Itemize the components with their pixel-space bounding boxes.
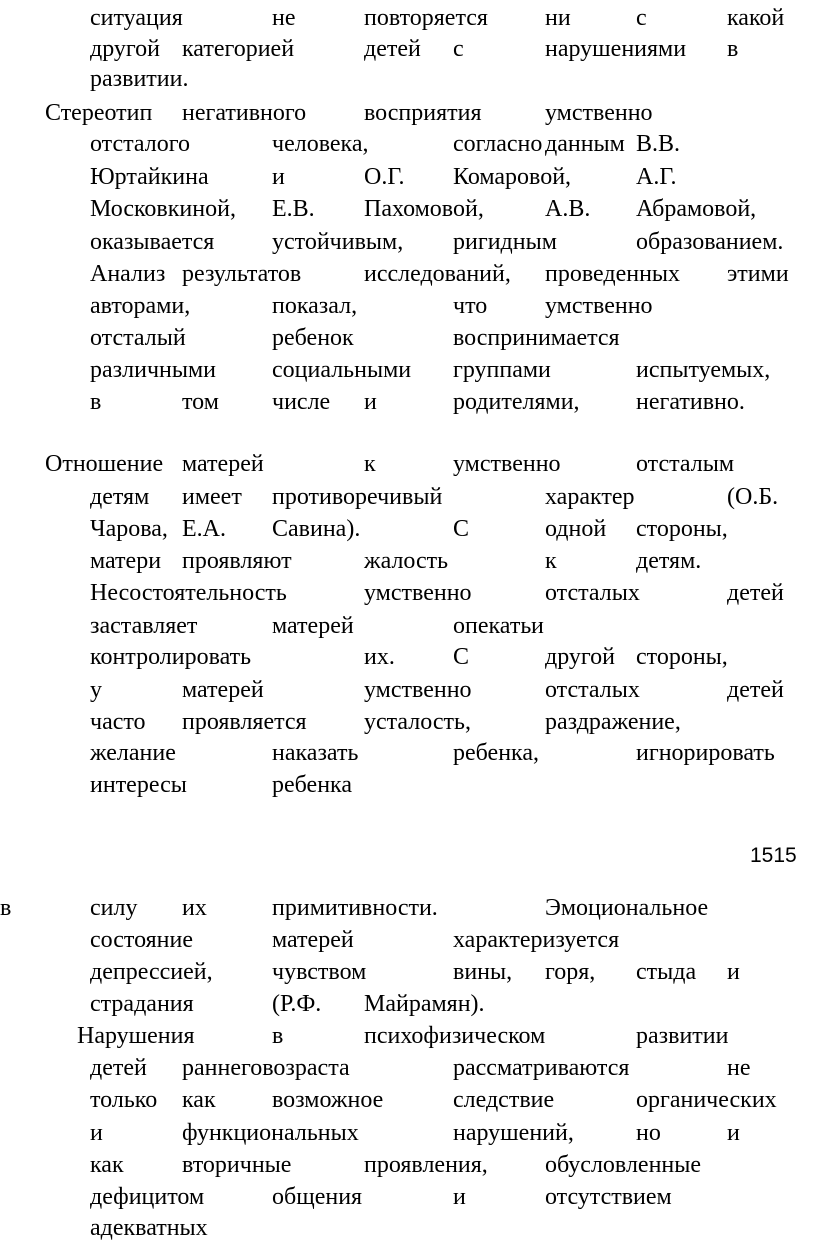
word: интересы <box>90 772 187 798</box>
word: показал, <box>272 293 358 319</box>
word: Савина). <box>272 516 361 542</box>
word: и <box>453 1184 466 1210</box>
word: следствие <box>453 1087 555 1113</box>
word: дефицитом <box>90 1184 205 1210</box>
word: умственно <box>545 293 653 319</box>
word: функциональных <box>182 1120 359 1146</box>
word: матерей <box>182 451 264 477</box>
word: отсталых <box>545 580 640 606</box>
word: С <box>453 644 470 670</box>
word: отсутствием <box>545 1184 672 1210</box>
word: одной <box>545 516 607 542</box>
word: что <box>453 293 488 319</box>
word: ситуация <box>90 5 183 31</box>
word: только <box>90 1087 158 1113</box>
word: вины, <box>453 959 513 985</box>
word: (Р.Ф. <box>272 991 322 1017</box>
word: ни <box>545 5 571 31</box>
word: человека, <box>272 131 369 157</box>
word: матерей <box>272 927 354 953</box>
word: Отношение <box>45 451 164 477</box>
word: Стереотип <box>45 100 153 126</box>
word: возможное <box>272 1087 384 1113</box>
word: стороны, <box>636 644 728 670</box>
word: как <box>90 1152 124 1178</box>
word: характер <box>545 484 635 510</box>
word: матерей <box>272 613 354 639</box>
word: жалость <box>364 548 449 574</box>
word: (О.Б. <box>727 484 779 510</box>
word: усталость, <box>364 709 471 735</box>
word: оказывается <box>90 229 215 255</box>
word: авторами, <box>90 293 191 319</box>
word: матерей <box>182 677 264 703</box>
word: Юртайкина <box>90 164 209 190</box>
word: А.Г. <box>636 164 677 190</box>
word: рассматриваются <box>453 1055 630 1081</box>
word: результатов <box>182 261 302 287</box>
word: не <box>272 5 296 31</box>
word: обусловленные <box>545 1152 702 1178</box>
word: раздражение, <box>545 709 681 735</box>
word: в <box>90 389 102 415</box>
word: том <box>182 389 219 415</box>
word: с <box>636 5 647 31</box>
word: согласно <box>453 131 543 157</box>
word: Е.А. <box>182 516 226 542</box>
word: Эмоциональное <box>545 895 709 921</box>
word: умственно <box>364 580 472 606</box>
word: общения <box>272 1184 363 1210</box>
word: нарушениями <box>545 36 687 62</box>
word: числе <box>272 389 331 415</box>
page-number: 1515 <box>750 844 797 867</box>
word: отсталого <box>90 131 190 157</box>
word: с <box>453 36 464 62</box>
word: Майрамян). <box>364 991 485 1017</box>
word: развитии. <box>90 66 189 92</box>
word: ребенка <box>272 772 352 798</box>
word: и <box>727 959 740 985</box>
word: умственно <box>364 677 472 703</box>
word: заставляет <box>90 613 198 639</box>
word: какой <box>727 5 785 31</box>
word: другой <box>545 644 615 670</box>
word: часто <box>90 709 146 735</box>
word: детей <box>727 677 784 703</box>
word: ребенка, <box>453 740 539 766</box>
word: вторичные <box>182 1152 292 1178</box>
word: С <box>453 516 470 542</box>
word: Несостоятельность <box>90 580 287 606</box>
word: примитивности. <box>272 895 438 921</box>
word: и <box>272 164 285 190</box>
word: контролировать <box>90 644 252 670</box>
word: но <box>636 1120 661 1146</box>
word: этими <box>727 261 789 287</box>
word: отсталый <box>90 325 186 351</box>
word: матери <box>90 548 162 574</box>
word: ригидным <box>453 229 557 255</box>
word: их <box>182 895 207 921</box>
word: социальными <box>272 357 412 383</box>
word: Московкиной, <box>90 196 236 222</box>
word: негативного <box>182 100 307 126</box>
word: детей <box>727 580 784 606</box>
word: силу <box>90 895 138 921</box>
word: к <box>364 451 376 477</box>
word: Комаровой, <box>453 164 572 190</box>
word: детям. <box>636 548 702 574</box>
word: Е.В. <box>272 196 315 222</box>
word: страдания <box>90 991 194 1017</box>
word: состояние <box>90 927 193 953</box>
word: противоречивый <box>272 484 443 510</box>
word: негативно. <box>636 389 745 415</box>
word: опекать <box>453 613 532 639</box>
word: детей <box>90 1055 147 1081</box>
word: категорией <box>182 36 295 62</box>
word: в <box>0 895 12 921</box>
word: умственно <box>545 100 653 126</box>
word: чувством <box>272 959 367 985</box>
word: стороны, <box>636 516 728 542</box>
word: имеет <box>182 484 242 510</box>
word: Чарова, <box>90 516 168 542</box>
word: адекватных <box>90 1215 208 1241</box>
word: данным <box>545 131 625 157</box>
word: родителями, <box>453 389 580 415</box>
word: детям <box>90 484 150 510</box>
word: группами <box>453 357 551 383</box>
word: различными <box>90 357 217 383</box>
word: О.Г. <box>364 164 405 190</box>
word: А.В. <box>545 196 591 222</box>
word: детей <box>364 36 421 62</box>
word: исследований, <box>364 261 511 287</box>
word: проявления, <box>364 1152 488 1178</box>
word: проявляется <box>182 709 307 735</box>
word: у <box>90 677 102 703</box>
word: психофизическом <box>364 1023 546 1049</box>
word: характеризуется <box>453 927 620 953</box>
word: В.В. <box>636 131 681 157</box>
word: умственно <box>453 451 561 477</box>
word: другой <box>90 36 160 62</box>
word: их. <box>364 644 395 670</box>
word: Абрамовой, <box>636 196 757 222</box>
word: повторяется <box>364 5 488 31</box>
word: стыда <box>636 959 697 985</box>
word: и <box>531 613 544 639</box>
word: в <box>272 1023 284 1049</box>
word: и <box>727 1120 740 1146</box>
word: проведенных <box>545 261 681 287</box>
word: раннеговозраста <box>182 1055 350 1081</box>
word: образованием. <box>636 229 784 255</box>
word: проявляют <box>182 548 292 574</box>
word: Анализ <box>90 261 166 287</box>
word: восприятия <box>364 100 482 126</box>
word: и <box>364 389 377 415</box>
word: органических <box>636 1087 777 1113</box>
word: Нарушения <box>77 1023 195 1049</box>
word: игнорировать <box>636 740 775 766</box>
word: Пахомовой, <box>364 196 484 222</box>
word: как <box>182 1087 216 1113</box>
word: отсталых <box>545 677 640 703</box>
word: нарушений, <box>453 1120 574 1146</box>
word: к <box>545 548 557 574</box>
word: отсталым <box>636 451 735 477</box>
word: в <box>727 36 739 62</box>
word: устойчивым, <box>272 229 404 255</box>
word: испытуемых, <box>636 357 771 383</box>
word: воспринимается <box>453 325 620 351</box>
word: развитии <box>636 1023 729 1049</box>
word: горя, <box>545 959 596 985</box>
word: не <box>727 1055 751 1081</box>
word: желание <box>90 740 176 766</box>
word: и <box>90 1120 103 1146</box>
word: наказать <box>272 740 359 766</box>
word: ребенок <box>272 325 354 351</box>
word: депрессией, <box>90 959 213 985</box>
